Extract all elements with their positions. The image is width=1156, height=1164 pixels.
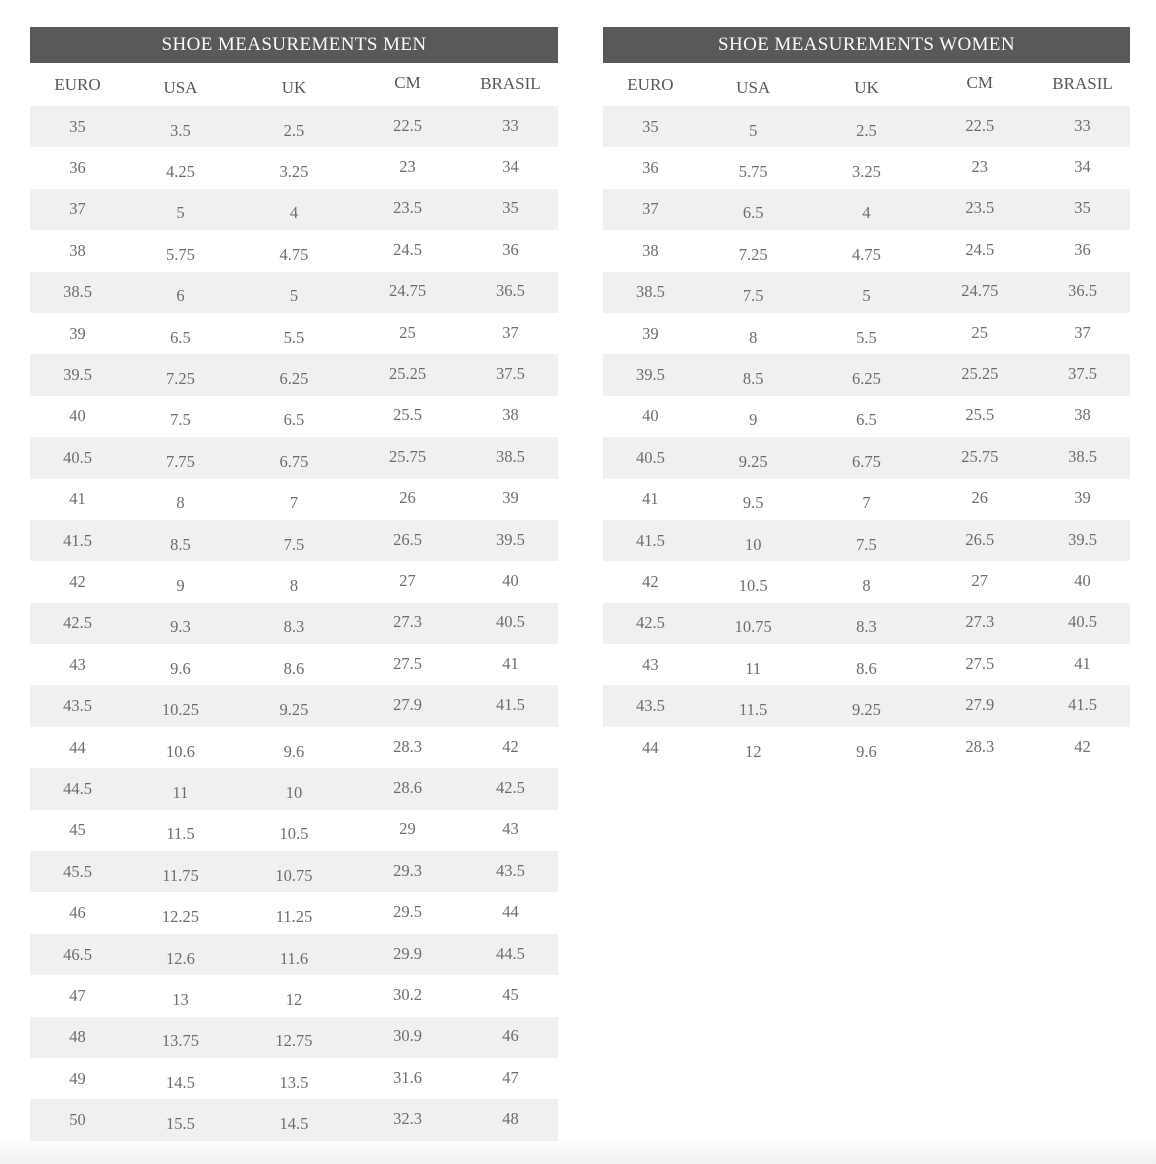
table-cell: 47 bbox=[69, 985, 86, 1005]
table-cell: 27.9 bbox=[393, 695, 422, 715]
table-cell: 41.5 bbox=[63, 530, 92, 550]
table-cell: 44.5 bbox=[496, 943, 525, 963]
table-cell: 5 bbox=[749, 120, 758, 140]
table-cell: 24.5 bbox=[393, 239, 422, 259]
table-cell: 10.75 bbox=[734, 617, 772, 637]
table-cell: 5 bbox=[289, 286, 299, 306]
table-cell: 29.9 bbox=[393, 943, 422, 963]
table-row bbox=[603, 561, 1130, 602]
table-cell: 11.25 bbox=[275, 907, 313, 927]
table-title-women: SHOE MEASUREMENTS WOMEN bbox=[603, 27, 1130, 63]
table-cell: 23.5 bbox=[393, 198, 422, 218]
column-header-euro: EURO bbox=[627, 74, 674, 94]
table-cell: 40.5 bbox=[63, 447, 92, 467]
table-cell: 38 bbox=[1074, 405, 1091, 425]
table-title-men: SHOE MEASUREMENTS MEN bbox=[30, 27, 558, 63]
table-cell: 39.5 bbox=[496, 529, 525, 549]
table-cell: 41 bbox=[502, 653, 519, 673]
table-cell: 4 bbox=[289, 203, 299, 223]
table-cell: 12.25 bbox=[161, 907, 200, 927]
table-cell: 6.25 bbox=[852, 369, 881, 389]
table-cell: 12 bbox=[744, 741, 762, 761]
table-row bbox=[603, 603, 1130, 644]
table-cell: 39.5 bbox=[635, 365, 665, 385]
table-cell: 40.5 bbox=[1068, 612, 1097, 632]
table-cell: 13.5 bbox=[279, 1072, 309, 1092]
table-row bbox=[30, 437, 558, 478]
table-cell: 7 bbox=[862, 493, 871, 513]
table-cell: 46 bbox=[502, 1026, 519, 1046]
table-cell: 38.5 bbox=[63, 282, 92, 302]
table-cell: 7.5 bbox=[742, 286, 764, 306]
table-cell: 3.5 bbox=[170, 120, 191, 140]
table-cell: 4.75 bbox=[279, 244, 309, 264]
table-row bbox=[603, 437, 1130, 478]
table-cell: 37 bbox=[1074, 322, 1091, 342]
column-header-cm: CM bbox=[394, 72, 421, 92]
table-cell: 42.5 bbox=[635, 613, 665, 633]
table-cell: 24.75 bbox=[388, 281, 427, 301]
table-cell: 2.5 bbox=[856, 120, 877, 140]
table-cell: 29 bbox=[399, 819, 416, 839]
table-cell: 30.2 bbox=[393, 984, 422, 1004]
table-row bbox=[30, 1017, 558, 1058]
table-cell: 13.75 bbox=[161, 1031, 200, 1051]
table-body-women bbox=[603, 106, 1130, 768]
table-cell: 36 bbox=[1074, 239, 1091, 259]
table-cell: 9.6 bbox=[283, 741, 305, 761]
table-cell: 47 bbox=[502, 1067, 519, 1087]
table-cell: 39.5 bbox=[63, 365, 92, 385]
table-cell: 27 bbox=[399, 570, 416, 590]
table-cell: 40.5 bbox=[635, 447, 665, 467]
table-cell: 23.5 bbox=[965, 198, 995, 218]
table-row bbox=[30, 189, 558, 230]
table-cell: 38 bbox=[642, 240, 659, 260]
table-row bbox=[30, 727, 558, 768]
table-row bbox=[30, 561, 558, 602]
table-cell: 5 bbox=[862, 286, 871, 306]
table-cell: 9.25 bbox=[852, 700, 881, 720]
table-cell: 6.25 bbox=[279, 369, 309, 389]
table-cell: 28.3 bbox=[393, 736, 422, 756]
table-row bbox=[30, 313, 558, 354]
table-cell: 44 bbox=[69, 737, 86, 757]
table-row bbox=[30, 975, 558, 1016]
table-cell: 9 bbox=[176, 575, 185, 595]
table-cell: 32.3 bbox=[393, 1109, 422, 1129]
table-cell: 13 bbox=[172, 989, 189, 1009]
table-cell: 5.5 bbox=[856, 327, 877, 347]
table-row bbox=[30, 147, 558, 188]
table-cell: 4.75 bbox=[852, 244, 881, 264]
table-cell: 28.6 bbox=[393, 777, 422, 797]
table-cell: 10 bbox=[285, 782, 303, 802]
table-cell: 6.5 bbox=[170, 327, 191, 347]
table-cell: 7.5 bbox=[170, 410, 191, 430]
table-row bbox=[30, 685, 558, 726]
table-cell: 5.75 bbox=[738, 162, 768, 182]
table-cell: 8 bbox=[289, 575, 299, 595]
table-cell: 8.3 bbox=[856, 617, 877, 637]
column-header-uk: UK bbox=[281, 77, 307, 97]
table-cell: 10 bbox=[744, 534, 762, 554]
table-cell: 10.25 bbox=[161, 700, 200, 720]
column-header-brasil: BRASIL bbox=[1052, 73, 1113, 93]
table-cell: 40 bbox=[502, 570, 519, 590]
table-cell: 27 bbox=[971, 570, 989, 590]
table-cell: 50 bbox=[69, 1110, 86, 1130]
table-cell: 9.5 bbox=[742, 493, 764, 513]
table-row bbox=[30, 892, 558, 933]
table-cell: 44.5 bbox=[63, 778, 92, 798]
table-row bbox=[30, 106, 558, 147]
table-cell: 11 bbox=[172, 782, 189, 802]
table-row bbox=[603, 230, 1130, 271]
column-header-row-men bbox=[30, 63, 558, 106]
table-cell: 35 bbox=[69, 116, 86, 136]
table-cell: 48 bbox=[69, 1027, 86, 1047]
table-cell: 9.3 bbox=[170, 617, 191, 637]
table-cell: 26.5 bbox=[393, 529, 422, 549]
table-row bbox=[30, 396, 558, 437]
table-row bbox=[30, 354, 558, 395]
table-cell: 43 bbox=[69, 654, 86, 674]
table-cell: 9.25 bbox=[279, 700, 309, 720]
table-row bbox=[30, 1058, 558, 1099]
table-cell: 10.75 bbox=[275, 865, 313, 885]
table-cell: 37 bbox=[69, 199, 86, 219]
table-cell: 30.9 bbox=[393, 1026, 422, 1046]
table-cell: 39 bbox=[69, 323, 86, 343]
table-cell: 40 bbox=[69, 406, 86, 426]
table-cell: 39 bbox=[642, 323, 659, 343]
table-row bbox=[603, 685, 1130, 726]
table-cell: 42.5 bbox=[496, 777, 525, 797]
table-cell: 23 bbox=[399, 157, 416, 177]
table-cell: 26 bbox=[399, 488, 416, 508]
table-cell: 33 bbox=[1074, 115, 1091, 135]
table-cell: 45 bbox=[502, 984, 519, 1004]
table-row bbox=[603, 147, 1130, 188]
column-header-row-women bbox=[603, 63, 1130, 106]
table-cell: 25.5 bbox=[965, 405, 995, 425]
table-cell: 9 bbox=[749, 410, 758, 430]
table-cell: 41 bbox=[69, 489, 86, 509]
table-cell: 23 bbox=[971, 157, 989, 177]
column-header-brasil: BRASIL bbox=[480, 73, 541, 93]
column-header-cm: CM bbox=[966, 72, 994, 92]
table-cell: 8.6 bbox=[283, 658, 305, 678]
table-cell: 11.5 bbox=[166, 824, 195, 844]
table-cell: 35 bbox=[502, 198, 519, 218]
table-cell: 6.5 bbox=[856, 410, 877, 430]
table-cell: 35 bbox=[1074, 198, 1091, 218]
table-body-men bbox=[30, 106, 558, 1141]
table-cell: 9.6 bbox=[856, 741, 877, 761]
table-cell: 49 bbox=[69, 1068, 86, 1088]
table-cell: 12.6 bbox=[166, 948, 195, 968]
table-cell: 42.5 bbox=[63, 613, 92, 633]
table-row bbox=[603, 354, 1130, 395]
table-cell: 11.5 bbox=[739, 700, 768, 720]
table-cell: 27.9 bbox=[965, 695, 995, 715]
table-cell: 44 bbox=[642, 737, 659, 757]
table-cell: 8.3 bbox=[283, 617, 305, 637]
table-cell: 22.5 bbox=[393, 115, 422, 135]
table-row bbox=[30, 934, 558, 975]
table-cell: 41 bbox=[1074, 653, 1091, 673]
table-cell: 43 bbox=[502, 819, 519, 839]
table-cell: 25 bbox=[399, 322, 416, 342]
table-row bbox=[30, 230, 558, 271]
table-cell: 14.5 bbox=[166, 1072, 195, 1092]
table-cell: 34 bbox=[502, 157, 519, 177]
table-row bbox=[30, 768, 558, 809]
table-cell: 5.5 bbox=[283, 327, 305, 347]
table-cell: 6.5 bbox=[742, 203, 764, 223]
table-cell: 40.5 bbox=[496, 612, 525, 632]
table-cell: 37.5 bbox=[496, 364, 525, 384]
table-cell: 6 bbox=[176, 286, 185, 306]
table-cell: 25.75 bbox=[388, 446, 427, 466]
table-cell: 29.5 bbox=[393, 902, 422, 922]
table-cell: 10.6 bbox=[166, 741, 195, 761]
table-cell: 27.3 bbox=[965, 612, 995, 632]
table-cell: 5.75 bbox=[166, 244, 195, 264]
table-cell: 41.5 bbox=[1068, 695, 1097, 715]
table-cell: 25.75 bbox=[961, 446, 999, 466]
table-cell: 8 bbox=[749, 327, 758, 347]
table-cell: 10.5 bbox=[738, 575, 768, 595]
table-cell: 44 bbox=[502, 902, 519, 922]
table-cell: 42 bbox=[69, 571, 86, 591]
table-cell: 39 bbox=[502, 488, 519, 508]
table-row bbox=[603, 396, 1130, 437]
table-row bbox=[30, 851, 558, 892]
table-cell: 10.5 bbox=[279, 824, 309, 844]
table-cell: 42 bbox=[1074, 736, 1091, 756]
table-cell: 7.75 bbox=[166, 451, 195, 471]
table-cell: 25.5 bbox=[393, 405, 422, 425]
table-row bbox=[603, 106, 1130, 147]
table-cell: 37.5 bbox=[1068, 364, 1097, 384]
table-cell: 41.5 bbox=[635, 530, 665, 550]
table-cell: 26 bbox=[971, 488, 989, 508]
table-cell: 36 bbox=[69, 158, 86, 178]
table-cell: 7 bbox=[289, 493, 299, 513]
table-cell: 11.6 bbox=[279, 948, 309, 968]
table-cell: 45.5 bbox=[63, 861, 92, 881]
table-cell: 36 bbox=[642, 158, 659, 178]
table-cell: 36.5 bbox=[496, 281, 525, 301]
table-cell: 38.5 bbox=[496, 446, 525, 466]
size-table-men bbox=[30, 27, 558, 1141]
table-cell: 40 bbox=[642, 406, 659, 426]
table-cell: 22.5 bbox=[965, 115, 995, 135]
table-cell: 12 bbox=[285, 989, 303, 1009]
table-cell: 36 bbox=[502, 239, 519, 259]
table-cell: 36.5 bbox=[1068, 281, 1097, 301]
table-cell: 43 bbox=[642, 654, 659, 674]
table-cell: 33 bbox=[502, 115, 519, 135]
table-cell: 48 bbox=[502, 1109, 519, 1129]
table-cell: 39.5 bbox=[1068, 529, 1097, 549]
bottom-fade-gradient bbox=[0, 1138, 1156, 1164]
table-cell: 25.25 bbox=[388, 364, 427, 384]
table-cell: 37 bbox=[502, 322, 519, 342]
table-row bbox=[30, 272, 558, 313]
table-cell: 39 bbox=[1074, 488, 1091, 508]
table-cell: 12.75 bbox=[275, 1031, 313, 1051]
table-cell: 8 bbox=[862, 575, 871, 595]
table-cell: 41.5 bbox=[496, 695, 525, 715]
table-cell: 42 bbox=[642, 571, 659, 591]
table-row bbox=[30, 479, 558, 520]
table-row bbox=[603, 189, 1130, 230]
table-row bbox=[603, 727, 1130, 768]
table-cell: 2.5 bbox=[283, 120, 305, 140]
table-cell: 42 bbox=[502, 736, 519, 756]
table-cell: 11.75 bbox=[162, 865, 199, 885]
table-row bbox=[30, 520, 558, 561]
table-cell: 27.3 bbox=[393, 612, 422, 632]
table-cell: 7.25 bbox=[738, 244, 768, 264]
table-cell: 3.25 bbox=[852, 162, 881, 182]
table-cell: 6.75 bbox=[279, 451, 309, 471]
table-cell: 11 bbox=[745, 658, 762, 678]
table-cell: 38 bbox=[69, 240, 86, 260]
table-cell: 9.6 bbox=[170, 658, 191, 678]
table-cell: 45 bbox=[69, 820, 86, 840]
table-cell: 43.5 bbox=[635, 696, 665, 716]
table-cell: 7.5 bbox=[283, 534, 305, 554]
table-cell: 6.5 bbox=[283, 410, 305, 430]
table-cell: 37 bbox=[642, 199, 659, 219]
table-cell: 27.5 bbox=[965, 653, 995, 673]
table-cell: 29.3 bbox=[393, 860, 422, 880]
table-row bbox=[603, 520, 1130, 561]
table-row bbox=[603, 313, 1130, 354]
table-cell: 15.5 bbox=[166, 1114, 195, 1134]
column-header-usa: USA bbox=[736, 77, 771, 97]
table-cell: 25.25 bbox=[961, 364, 999, 384]
table-cell: 40 bbox=[1074, 570, 1091, 590]
table-cell: 28.3 bbox=[965, 736, 995, 756]
table-cell: 31.6 bbox=[393, 1067, 422, 1087]
table-cell: 24.5 bbox=[965, 239, 995, 259]
table-cell: 43.5 bbox=[63, 696, 92, 716]
table-cell: 43.5 bbox=[496, 860, 525, 880]
table-cell: 3.25 bbox=[279, 162, 309, 182]
table-cell: 8.5 bbox=[742, 369, 764, 389]
table-cell: 8.6 bbox=[856, 658, 877, 678]
table-row bbox=[30, 603, 558, 644]
table-cell: 9.25 bbox=[738, 451, 768, 471]
table-row bbox=[603, 644, 1130, 685]
table-cell: 41 bbox=[642, 489, 659, 509]
table-cell: 4.25 bbox=[166, 162, 195, 182]
table-row bbox=[603, 272, 1130, 313]
table-cell: 14.5 bbox=[279, 1114, 309, 1134]
table-row bbox=[30, 1099, 558, 1140]
table-cell: 38.5 bbox=[1068, 446, 1097, 466]
table-cell: 4 bbox=[862, 203, 871, 223]
table-cell: 5 bbox=[176, 203, 185, 223]
table-cell: 8.5 bbox=[170, 534, 191, 554]
table-cell: 38 bbox=[502, 405, 519, 425]
table-cell: 34 bbox=[1074, 157, 1091, 177]
table-cell: 26.5 bbox=[965, 529, 995, 549]
column-header-euro: EURO bbox=[54, 74, 101, 94]
table-cell: 24.75 bbox=[961, 281, 999, 301]
size-table-women bbox=[603, 27, 1130, 768]
table-cell: 46 bbox=[69, 903, 86, 923]
table-row bbox=[30, 644, 558, 685]
table-cell: 38.5 bbox=[635, 282, 665, 302]
table-cell: 7.5 bbox=[856, 534, 877, 554]
table-row bbox=[30, 810, 558, 851]
table-cell: 8 bbox=[176, 493, 185, 513]
table-cell: 6.75 bbox=[852, 451, 881, 471]
column-header-uk: UK bbox=[854, 77, 879, 97]
table-cell: 35 bbox=[642, 116, 659, 136]
table-cell: 27.5 bbox=[393, 653, 422, 673]
table-cell: 25 bbox=[971, 322, 989, 342]
column-header-usa: USA bbox=[163, 77, 198, 97]
table-cell: 7.25 bbox=[166, 369, 195, 389]
table-cell: 46.5 bbox=[63, 944, 92, 964]
table-row bbox=[603, 479, 1130, 520]
